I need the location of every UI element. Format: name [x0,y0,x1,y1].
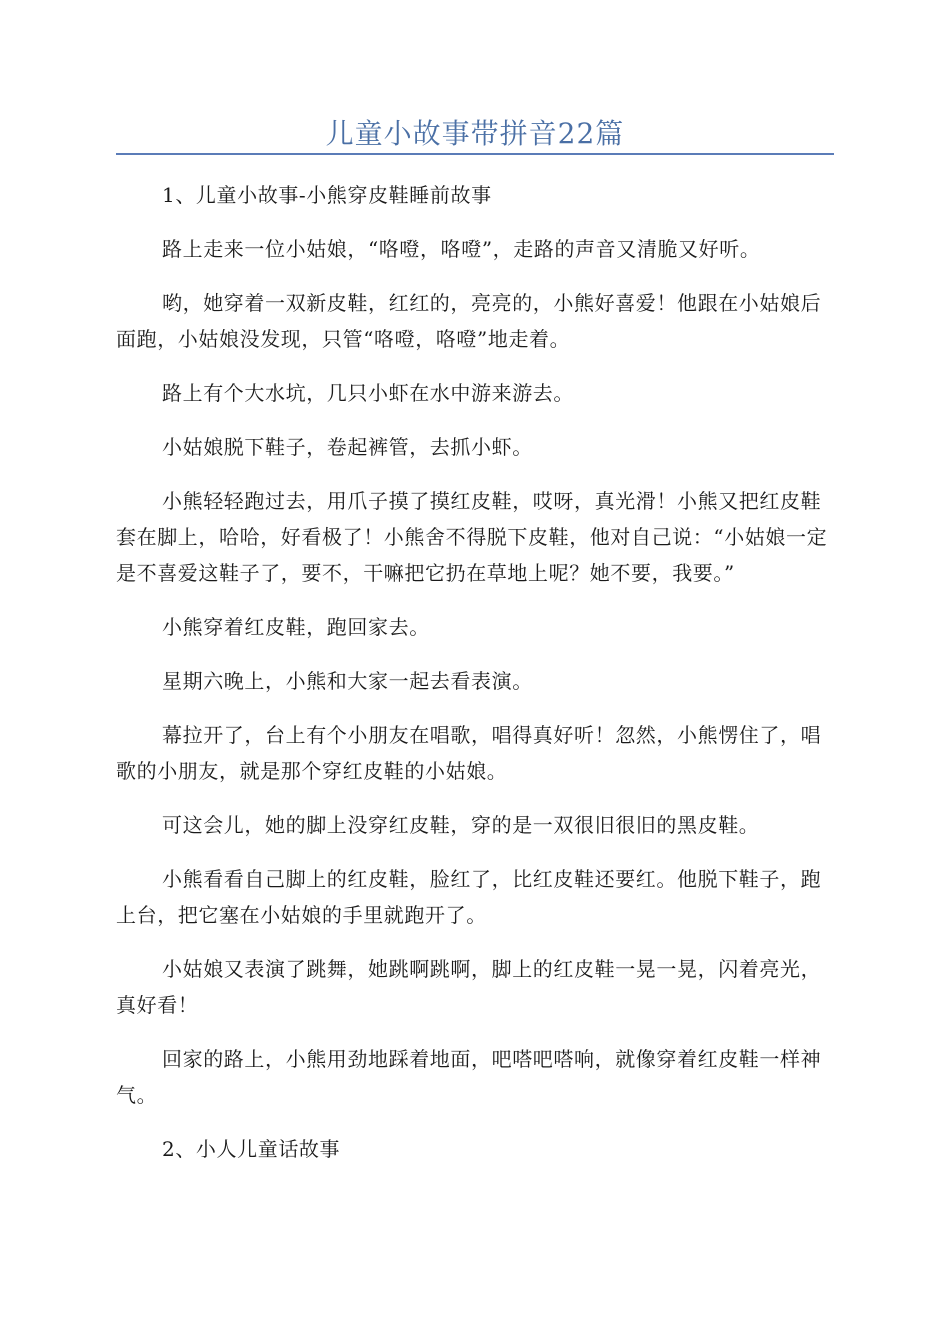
title-underline [116,153,834,155]
paragraph: 小姑娘又表演了跳舞，她跳啊跳啊，脚上的红皮鞋一晃一晃，闪着亮光，真好看！ [116,957,822,1017]
paragraph: 回家的路上，小熊用劲地踩着地面，吧嗒吧嗒响，就像穿着红皮鞋一样神气。 [116,1047,822,1107]
document-title: 儿童小故事带拼音22篇 [325,117,625,150]
document-body [116,177,836,1185]
paragraph: 哟，她穿着一双新皮鞋，红红的，亮亮的，小熊好喜爱！他跟在小姑娘后面跑，小姑娘没发现，只管“咯噔，咯噔”地走着。 [116,291,822,351]
section-heading: 1、儿童小故事-小熊穿皮鞋睡前故事 [162,183,492,207]
paragraph: 小熊轻轻跑过去，用爪子摸了摸红皮鞋，哎呀，真光滑！小熊又把红皮鞋套在脚上，哈哈，好看极了！小熊舍不得脱下皮鞋，他对自己说：“小姑娘一定是不喜爱这鞋子了，要不，干嘛把它扔在草地上呢？她不要，我要。” [116,489,828,585]
paragraph: 小熊看看自己脚上的红皮鞋，脸红了，比红皮鞋还要红。他脱下鞋子，跑上台，把它塞在小姑娘的手里就跑开了。 [116,867,822,927]
paragraph: 可这会儿，她的脚上没穿红皮鞋，穿的是一双很旧很旧的黑皮鞋。 [162,813,760,837]
paragraph: 小熊穿着红皮鞋，跑回家去。 [162,615,430,639]
paragraph: 幕拉开了，台上有个小朋友在唱歌，唱得真好听！忽然，小熊愣住了，唱歌的小朋友，就是那个穿红皮鞋的小姑娘。 [116,723,822,783]
paragraph: 小姑娘脱下鞋子，卷起裤管，去抓小虾。 [162,435,533,459]
paragraph: 路上有个大水坑，几只小虾在水中游来游去。 [162,381,574,405]
paragraph: 星期六晚上，小熊和大家一起去看表演。 [162,669,533,693]
section-heading: 2、小人儿童话故事 [162,1137,341,1161]
paragraph: 路上走来一位小姑娘，“咯噔，咯噔”，走路的声音又清脆又好听。 [162,237,761,261]
